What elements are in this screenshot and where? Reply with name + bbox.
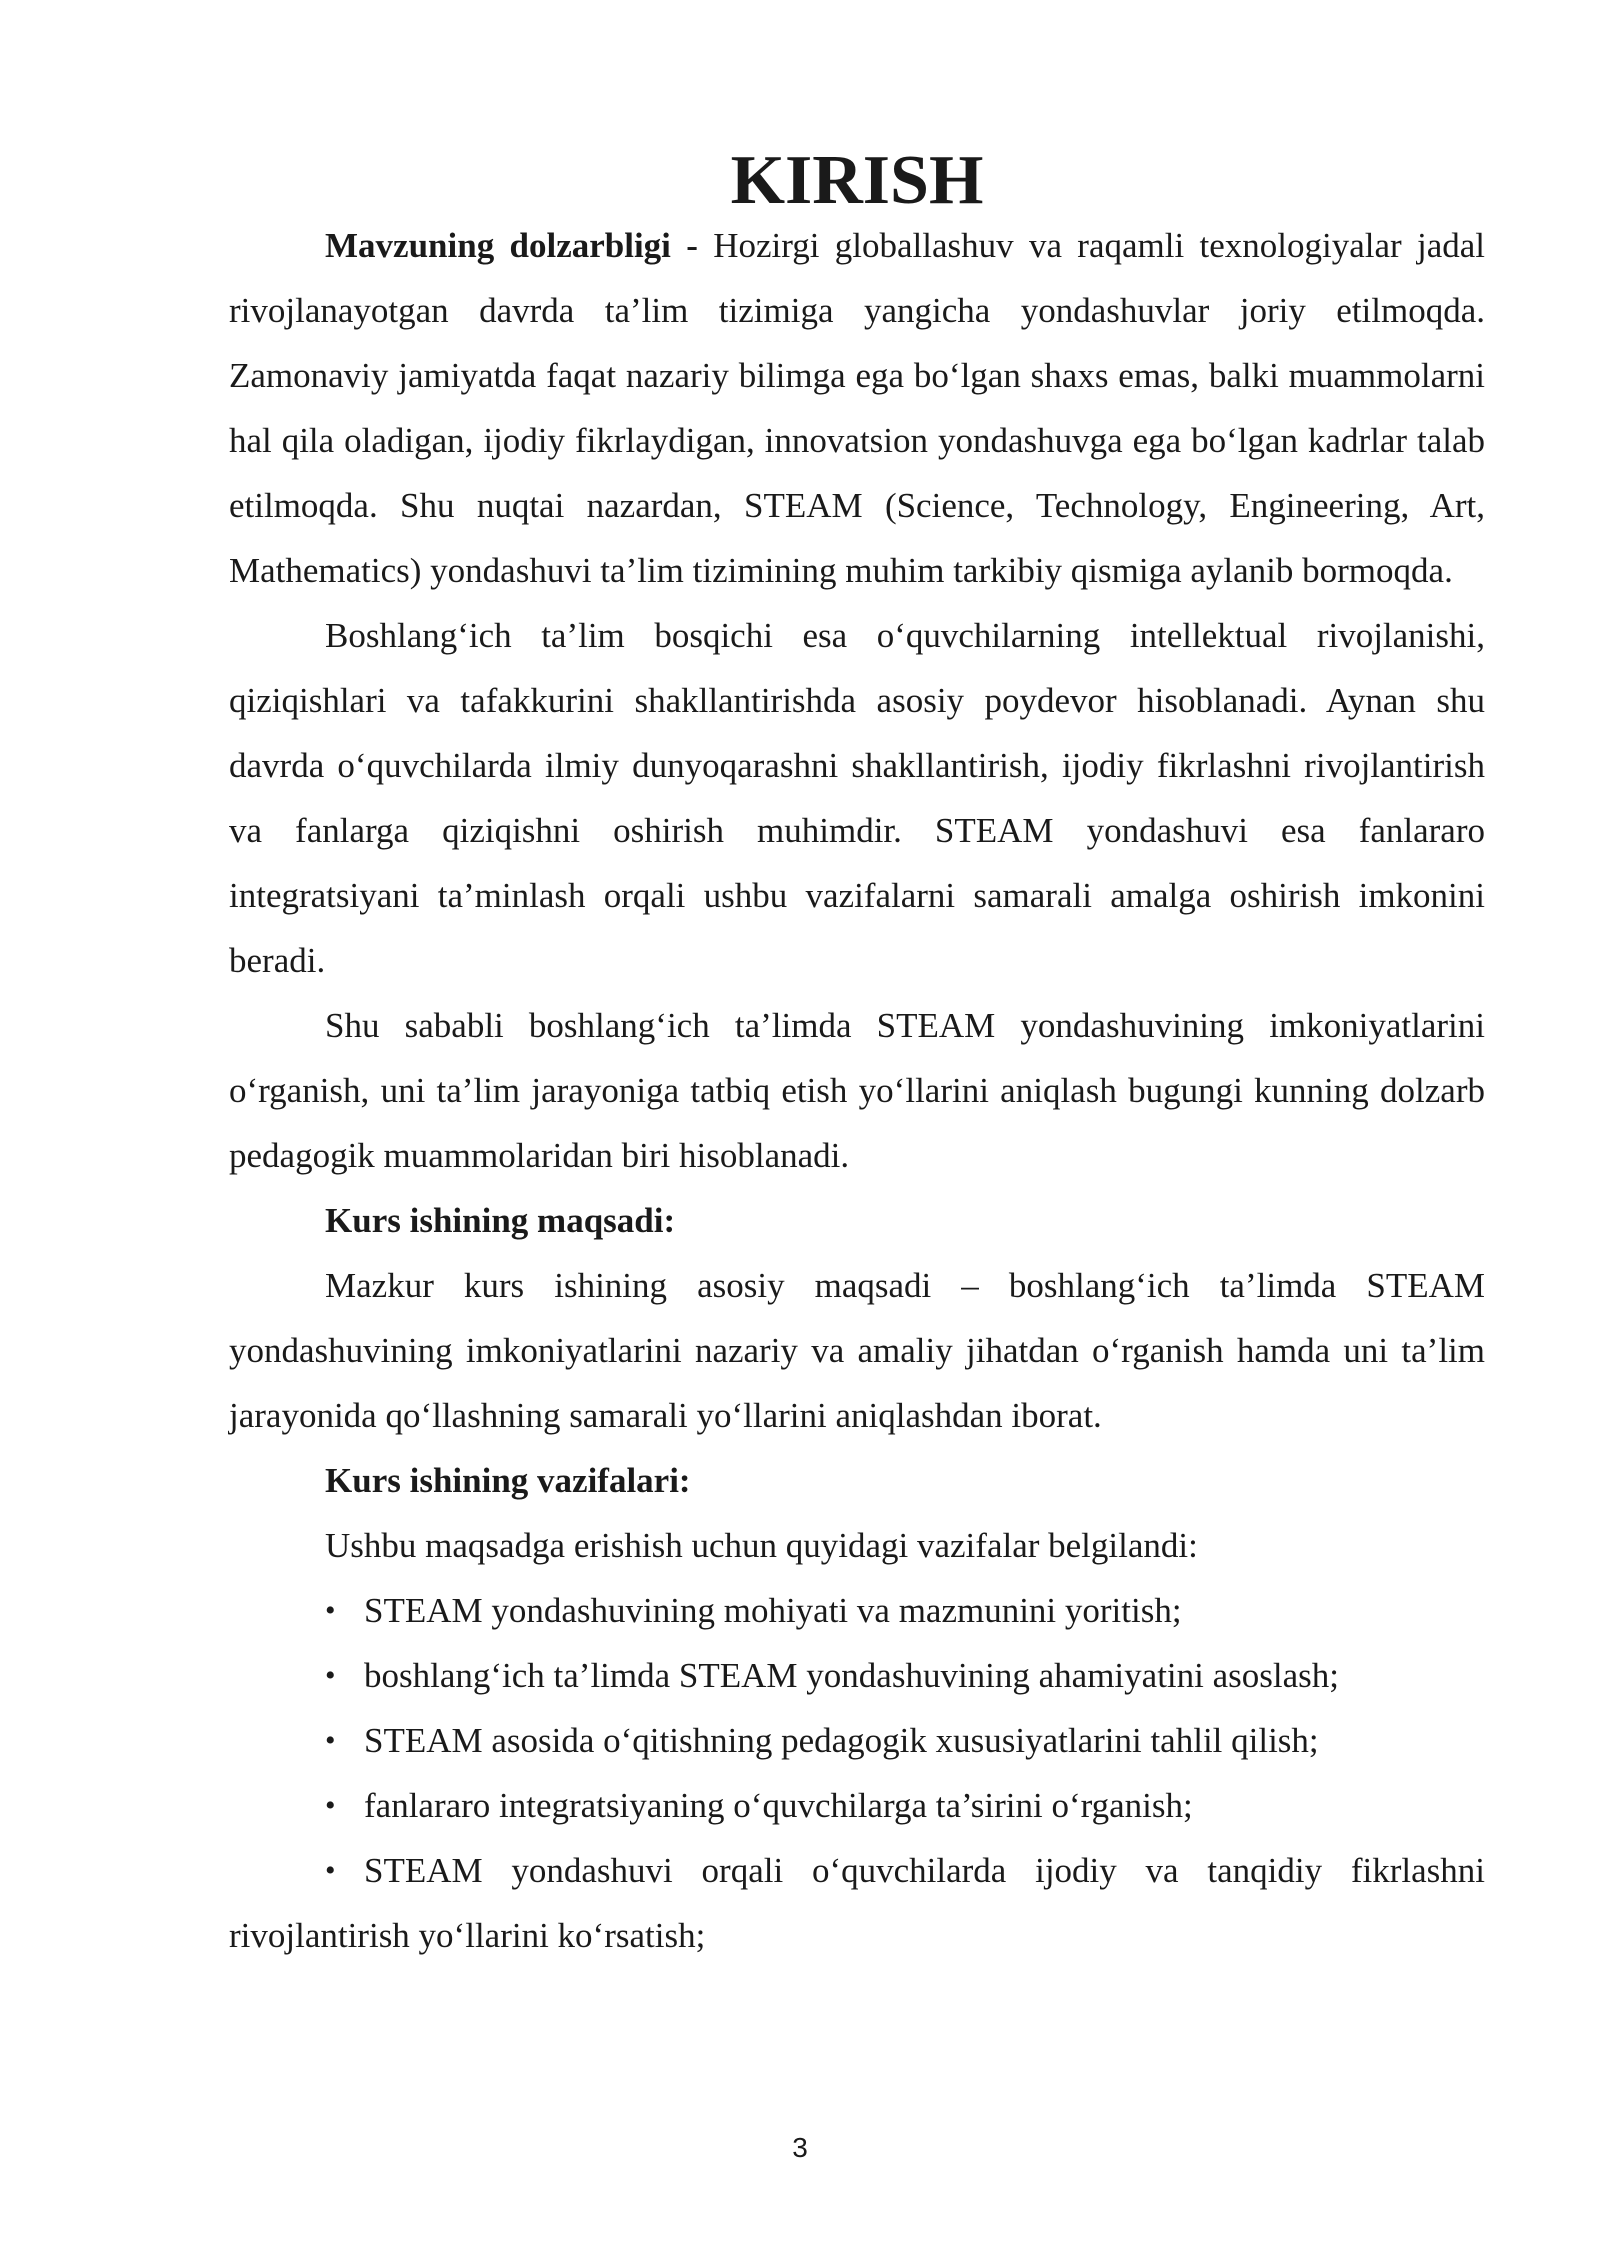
list-item: [229, 1578, 1485, 1643]
tasks-list: [229, 1578, 1485, 1968]
goal-paragraph: Mazkur kurs ishining asosiy maqsadi – boshlang‘ich ta’limda STEAM yondashuvining imkoniyatlarini nazariy va amaliy jihatdan o‘rganish hamda uni ta’lim jarayonida qo‘llashning samarali yo‘llarini aniqlashdan iborat.: [229, 1266, 1485, 1435]
tasks-heading: Kurs ishining vazifalari:: [325, 1461, 691, 1500]
paragraph-primary-education: Boshlang‘ich ta’lim bosqichi esa o‘quvchilarning intellektual rivojlanishi, qiziqishlari va tafakkurini shakllantirishda asosiy poydevor hisoblanadi. Aynan shu davrda o‘quvchilarda ilmiy dunyoqarashni shakllantirish, ijodiy fikrlashni rivojlantirish va fanlarga qiziqishni oshirish muhimdir. STEAM yondashuvi esa fanlararo integratsiyani ta’minlash orqali ushbu vazifalarni samarali amalga oshirish imkonini beradi.: [229, 616, 1485, 980]
bullet-icon: •: [325, 1789, 336, 1822]
document-page: [229, 142, 1485, 1968]
relevance-label: Mavzuning dolzarbligi -: [325, 226, 698, 265]
list-item: [229, 1708, 1485, 1773]
paragraph-research-importance: Shu sababli boshlang‘ich ta’limda STEAM yondashuvining imkoniyatlarini o‘rganish, uni ta’lim jarayoniga tatbiq etish yo‘llarini aniqlash bugungi kunning dolzarb pedagogik muammolaridan biri hisoblanadi.: [229, 1006, 1485, 1175]
bullet-icon: •: [325, 1659, 336, 1692]
relevance-text: Hozirgi globallashuv va raqamli texnologiyalar jadal rivojlanayotgan davrda ta’lim tizimiga yangicha yondashuvlar joriy etilmoqda. Zamonaviy jamiyatda faqat nazariy bilimga ega bo‘lgan shaxs emas, balki muammolarni hal qila oladigan, ijodiy fikrlaydigan, innovatsion yondashuvga ega bo‘lgan kadrlar talab etilmoqda. Shu nuqtai nazardan, STEAM (Science, Technology, Engineering, Art, Mathematics) yondashuvi ta’lim tizimining muhim tarkibiy qismiga aylanib bormoqda.: [229, 226, 1485, 590]
page-number: 3: [792, 2132, 808, 2163]
list-item: [229, 1838, 1485, 1968]
task-text: fanlararo integratsiyaning o‘quvchilarga ta’sirini o‘rganish;: [364, 1786, 1193, 1825]
goal-heading: Kurs ishining maqsadi:: [325, 1201, 676, 1240]
tasks-intro: Ushbu maqsadga erishish uchun quyidagi vazifalar belgilandi:: [325, 1526, 1198, 1565]
bullet-icon: •: [325, 1724, 336, 1757]
section-title: KIRISH: [730, 142, 984, 219]
task-text: STEAM asosida o‘qitishning pedagogik xususiyatlarini tahlil qilish;: [364, 1721, 1319, 1760]
bullet-icon: •: [325, 1594, 336, 1627]
task-text: boshlang‘ich ta’limda STEAM yondashuvining ahamiyatini asoslash;: [364, 1656, 1339, 1695]
task-text: STEAM yondashuvi orqali o‘quvchilarda ijodiy va tanqidiy fikrlashni rivojlantirish yo‘llarini ko‘rsatish;: [229, 1851, 1485, 1955]
list-item: [229, 1643, 1485, 1708]
bullet-icon: •: [325, 1854, 336, 1887]
relevance-paragraph: [229, 213, 1485, 603]
task-text: STEAM yondashuvining mohiyati va mazmunini yoritish;: [364, 1591, 1182, 1630]
list-item: [229, 1773, 1485, 1838]
